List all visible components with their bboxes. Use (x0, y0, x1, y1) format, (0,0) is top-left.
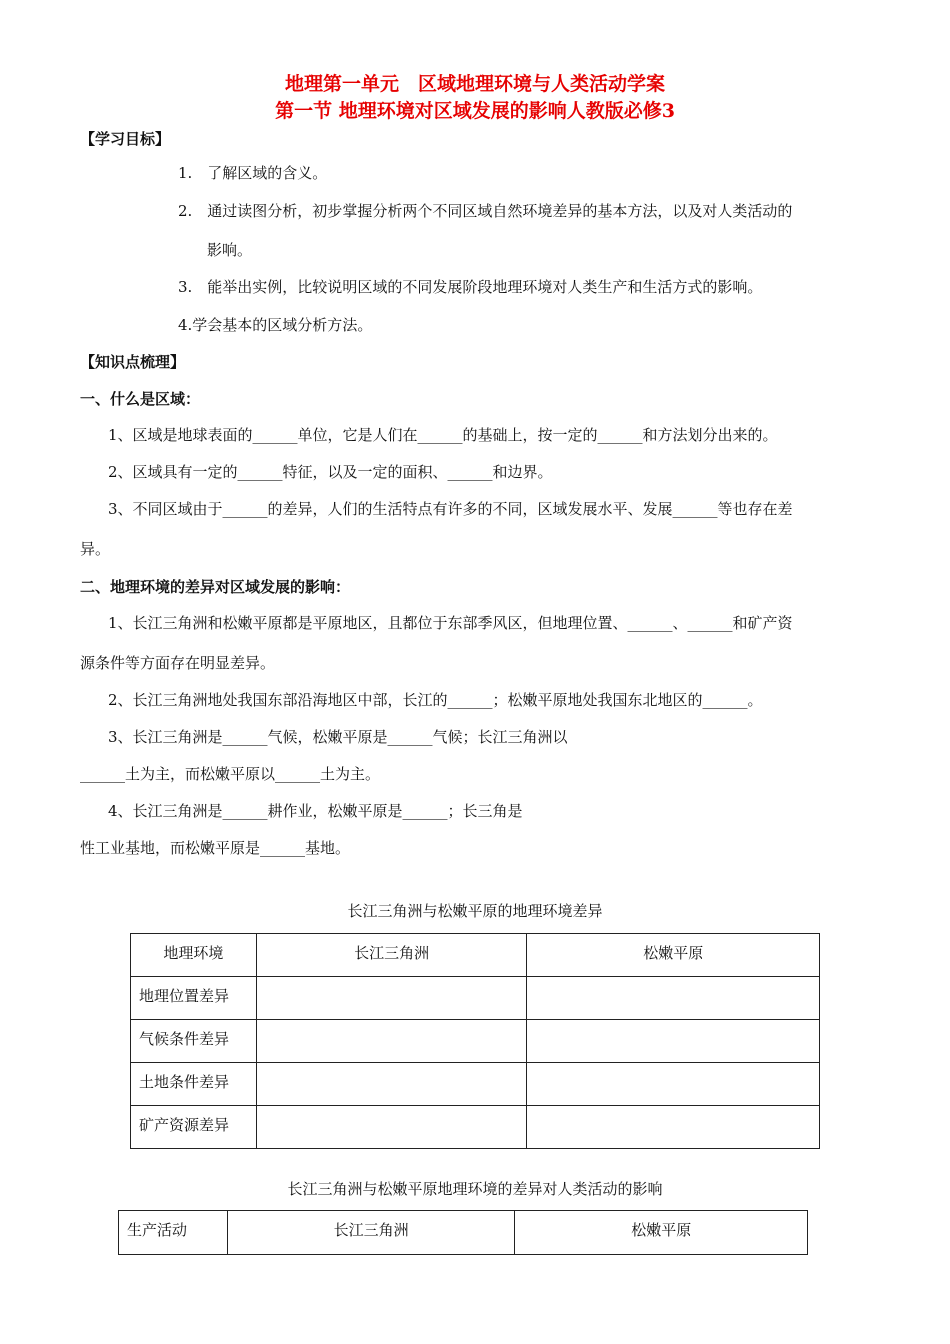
row-label: 地理位置差异 (131, 977, 257, 1020)
answer-cell[interactable] (527, 977, 820, 1020)
section-2-line: 1、长江三角洲和松嫩平原都是平原地区，且都位于东部季风区，但地理位置、______、______和矿产资 (108, 614, 793, 632)
table-1-caption: 长江三角洲与松嫩平原的地理环境差异 (347, 902, 603, 920)
section-1-line: 异。 (80, 540, 111, 558)
answer-cell[interactable] (256, 1106, 527, 1149)
table-row (131, 1020, 820, 1063)
answer-cell[interactable] (527, 1106, 820, 1149)
section-2-line: 3、长江三角洲是______气候，松嫩平原是______气候；长江三角洲以 (108, 728, 568, 746)
human-activity-impact-table (118, 1210, 808, 1255)
answer-cell[interactable] (527, 1020, 820, 1063)
table-2-caption: 长江三角洲与松嫩平原地理环境的差异对人类活动的影响 (287, 1180, 663, 1198)
objectives-heading: 【学习目标】 (80, 130, 171, 148)
table-header-cell: 地理环境 (131, 934, 257, 977)
section-2-heading: 二、地理环境的差异对区域发展的影响： (80, 578, 351, 596)
table-header-cell: 长江三角洲 (227, 1211, 515, 1255)
section-1-line: 3、不同区域由于______的差异，人们的生活特点有许多的不同，区域发展水平、发展______等也存在差 (108, 500, 793, 518)
section-1-heading: 一、什么是区域： (80, 390, 201, 408)
table-row (131, 1106, 820, 1149)
objective-item: 1. 了解区域的含义。 (178, 164, 328, 182)
environment-difference-table (130, 933, 820, 1149)
section-1-line: 1、区域是地球表面的______单位，它是人们在______的基础上，按一定的______和方法划分出来的。 (108, 426, 778, 444)
section-2-line: ______土为主，而松嫩平原以______土为主。 (80, 765, 381, 783)
table-header-row (119, 1211, 808, 1255)
objective-item: 3. 能举出实例，比较说明区域的不同发展阶段地理环境对人类生产和生活方式的影响。 (178, 278, 763, 296)
answer-cell[interactable] (256, 1063, 527, 1106)
row-label: 矿产资源差异 (131, 1106, 257, 1149)
row-label: 气候条件差异 (131, 1020, 257, 1063)
table-header-row (131, 934, 820, 977)
table-header-cell: 长江三角洲 (256, 934, 527, 977)
table-header-cell: 生产活动 (119, 1211, 228, 1255)
title-line-2: 第一节 地理环境对区域发展的影响人教版必修3 (275, 100, 675, 122)
table-row (131, 977, 820, 1020)
table-header-cell: 松嫩平原 (515, 1211, 808, 1255)
knowledge-heading: 【知识点梳理】 (80, 353, 186, 371)
answer-cell[interactable] (527, 1063, 820, 1106)
objective-item: 4.学会基本的区域分析方法。 (178, 316, 373, 334)
section-2-line: 性工业基地，而松嫩平原是______基地。 (80, 839, 351, 857)
section-2-line: 4、长江三角洲是______耕作业，松嫩平原是______；长三角是 (108, 802, 523, 820)
row-label: 土地条件差异 (131, 1063, 257, 1106)
answer-cell[interactable] (256, 977, 527, 1020)
section-1-line: 2、区域具有一定的______特征，以及一定的面积、______和边界。 (108, 463, 553, 481)
table-header-cell: 松嫩平原 (527, 934, 820, 977)
section-2-line: 2、长江三角洲地处我国东部沿海地区中部，长江的______；松嫩平原地处我国东北地区的______。 (108, 691, 763, 709)
title-line-1: 地理第一单元 区域地理环境与人类活动学案 (284, 73, 665, 95)
answer-cell[interactable] (256, 1020, 527, 1063)
objective-item: 2. 通过读图分析，初步掌握分析两个不同区域自然环境差异的基本方法，以及对人类活动的 (178, 202, 793, 220)
objective-item: 影响。 (207, 241, 253, 259)
table-row (131, 1063, 820, 1106)
section-2-line: 源条件等方面存在明显差异。 (80, 654, 276, 672)
